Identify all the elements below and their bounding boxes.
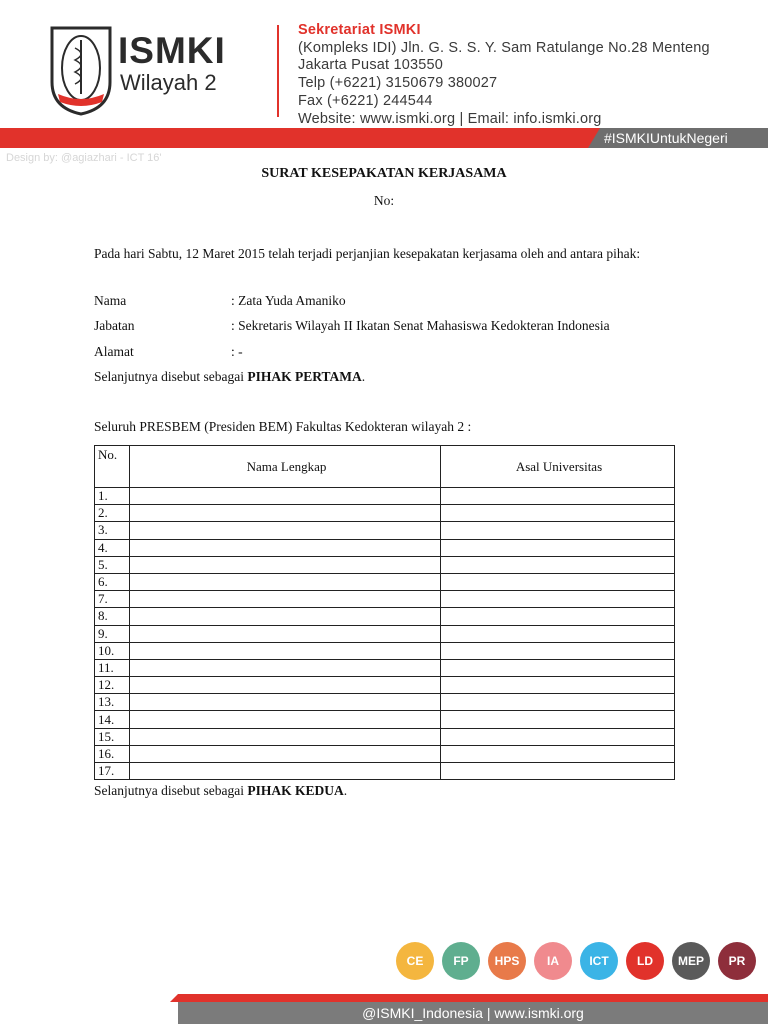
table-row <box>95 745 675 762</box>
header-university: Asal Universitas <box>441 446 675 488</box>
university-cell <box>441 728 675 745</box>
table-header-row <box>95 446 675 488</box>
website-line: Website: www.ismki.org | Email: info.ismki.org <box>298 110 602 127</box>
row-number: 3. <box>95 522 130 539</box>
badge-ia: IA <box>534 942 572 980</box>
university-cell <box>441 745 675 762</box>
table-row <box>95 694 675 711</box>
table-row <box>95 642 675 659</box>
university-cell <box>441 711 675 728</box>
table-row <box>95 505 675 522</box>
row-number: 14. <box>95 711 130 728</box>
row-number: 11. <box>95 659 130 676</box>
presbem-table <box>94 445 675 780</box>
party-one-name: PIHAK PERTAMA <box>247 369 362 384</box>
intro-paragraph: Pada hari Sabtu, 12 Maret 2015 telah terjadi perjanjian kesepakatan kerjasama oleh and antara pihak: <box>94 246 641 261</box>
row-number: 9. <box>95 625 130 642</box>
field-nama <box>94 293 346 309</box>
full-name-cell <box>130 711 441 728</box>
ismki-logo <box>48 24 114 116</box>
secretariat-heading: Sekretariat ISMKI <box>298 22 421 38</box>
full-name-cell <box>130 522 441 539</box>
field-label: Nama <box>94 293 127 308</box>
table-row <box>95 488 675 505</box>
document-title: SURAT KESEPAKATAN KERJASAMA <box>261 166 507 181</box>
university-cell <box>441 556 675 573</box>
field-label: Jabatan <box>94 318 135 333</box>
table-row <box>95 763 675 780</box>
full-name-cell <box>130 608 441 625</box>
row-number: 7. <box>95 591 130 608</box>
full-name-cell <box>130 694 441 711</box>
university-cell <box>441 677 675 694</box>
university-cell <box>441 642 675 659</box>
university-cell <box>441 694 675 711</box>
hashtag-text: #ISMKIUntukNegeri <box>604 130 728 146</box>
header-divider <box>277 25 279 117</box>
full-name-cell <box>130 556 441 573</box>
field-value: : Sekretaris Wilayah II Ikatan Senat Mahasiswa Kedokteran Indonesia <box>231 318 610 333</box>
fax-line: Fax (+6221) 244544 <box>298 92 433 109</box>
party-two-name: PIHAK KEDUA <box>247 783 344 798</box>
full-name-cell <box>130 591 441 608</box>
university-cell <box>441 573 675 590</box>
badge-ict: ICT <box>580 942 618 980</box>
row-number: 1. <box>95 488 130 505</box>
full-name-cell <box>130 625 441 642</box>
party-one-line <box>94 369 365 385</box>
full-name-cell <box>130 642 441 659</box>
table-row <box>95 659 675 676</box>
address-line: Jakarta Pusat 103550 <box>298 57 444 74</box>
full-name-cell <box>130 505 441 522</box>
badge-hps: HPS <box>488 942 526 980</box>
table-row <box>95 711 675 728</box>
party-two-line <box>94 783 347 799</box>
university-cell <box>441 522 675 539</box>
university-cell <box>441 763 675 780</box>
full-name-cell <box>130 763 441 780</box>
badge-ce: CE <box>396 942 434 980</box>
row-number: 17. <box>95 763 130 780</box>
row-number: 12. <box>95 677 130 694</box>
row-number: 15. <box>95 728 130 745</box>
badge-fp: FP <box>442 942 480 980</box>
university-cell <box>441 505 675 522</box>
university-cell <box>441 625 675 642</box>
badge-mep: MEP <box>672 942 710 980</box>
footer-social: @ISMKI_Indonesia | www.ismki.org <box>362 1005 584 1021</box>
full-name-cell <box>130 745 441 762</box>
university-cell <box>441 591 675 608</box>
row-number: 4. <box>95 539 130 556</box>
row-number: 6. <box>95 573 130 590</box>
table-row <box>95 625 675 642</box>
secretariat-address <box>298 22 710 128</box>
university-cell <box>441 608 675 625</box>
full-name-cell <box>130 488 441 505</box>
footer-red-bar <box>170 994 768 1002</box>
row-number: 10. <box>95 642 130 659</box>
party-two-suffix: . <box>343 783 348 798</box>
header-full-name: Nama Lengkap <box>130 446 441 488</box>
field-label: Alamat <box>94 344 134 359</box>
full-name-cell <box>130 728 441 745</box>
header-no: No. <box>95 446 130 488</box>
badge-ld: LD <box>626 942 664 980</box>
table-row <box>95 728 675 745</box>
row-number: 2. <box>95 505 130 522</box>
field-alamat <box>94 344 243 360</box>
table-row <box>95 522 675 539</box>
full-name-cell <box>130 573 441 590</box>
university-cell <box>441 659 675 676</box>
table-row <box>95 591 675 608</box>
table-row <box>95 677 675 694</box>
university-cell <box>441 539 675 556</box>
phone-line: Telp (+6221) 3150679 380027 <box>298 75 498 92</box>
table-row <box>95 608 675 625</box>
field-value: : Zata Yuda Amaniko <box>231 293 346 308</box>
field-value: : - <box>231 344 243 359</box>
row-number: 13. <box>95 694 130 711</box>
full-name-cell <box>130 677 441 694</box>
table-row <box>95 573 675 590</box>
brand-region: Wilayah 2 <box>120 70 217 95</box>
full-name-cell <box>130 659 441 676</box>
document-number: No: <box>373 193 395 208</box>
address-line: (Kompleks IDI) Jln. G. S. S. Y. Sam Ratulange No.28 Menteng <box>298 39 710 56</box>
full-name-cell <box>130 539 441 556</box>
party-one-suffix: . <box>361 369 366 384</box>
university-cell <box>441 488 675 505</box>
row-number: 8. <box>95 608 130 625</box>
table-row <box>95 539 675 556</box>
row-number: 5. <box>95 556 130 573</box>
table-body <box>95 488 675 780</box>
field-jabatan <box>94 318 610 334</box>
party-two-prefix: Selanjutnya disebut sebagai <box>94 783 248 798</box>
table-row <box>95 556 675 573</box>
party-one-prefix: Selanjutnya disebut sebagai <box>94 369 248 384</box>
badge-pr: PR <box>718 942 756 980</box>
brand-name: ISMKI <box>118 30 226 71</box>
row-number: 16. <box>95 745 130 762</box>
table-intro: Seluruh PRESBEM (Presiden BEM) Fakultas Kedokteran wilayah 2 : <box>94 419 472 434</box>
design-credit: Design by: @agiazhari - ICT 16' <box>6 152 162 164</box>
